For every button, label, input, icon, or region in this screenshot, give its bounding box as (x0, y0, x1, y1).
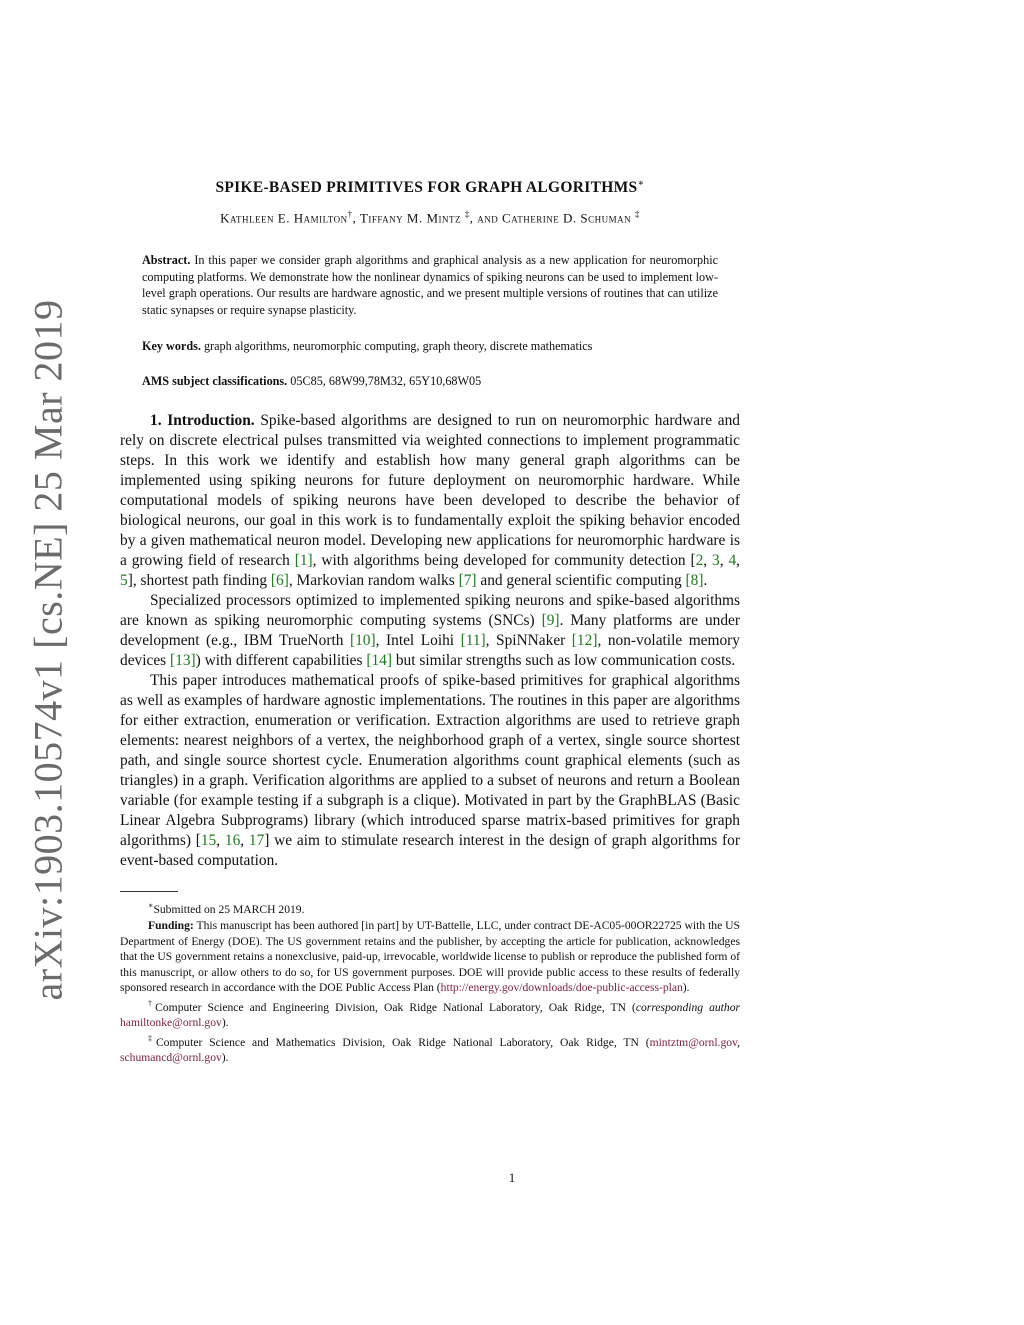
paragraph (120, 671, 740, 871)
paragraph (120, 411, 740, 591)
citation-link[interactable]: 3 (712, 552, 720, 570)
title-footnote-mark: ∗ (637, 178, 645, 189)
paragraph-text: Specialized processors optimized to implemented spiking neurons and spike-based algorithms are known as spiking neuromorphic computing systems (SNCs) (120, 592, 740, 630)
citation-link[interactable]: [1] (294, 552, 313, 570)
ams-text: 05C85, 68W99,78M32, 65Y10,68W05 (290, 373, 482, 388)
footnotes (120, 898, 740, 1066)
section-heading: 1. Introduction. (150, 412, 255, 430)
separator: , (737, 1035, 740, 1049)
footnote-text: Submitted on 25 MARCH 2019. (153, 903, 305, 917)
author-and: , and (469, 210, 499, 226)
paragraph-text: , non-volatile memory devices (120, 632, 740, 670)
footnote-funding (120, 918, 740, 996)
keywords (142, 338, 718, 355)
footnote-text: This manuscript has been authored [in part] by UT-Battelle, LLC, under contract DE-AC05-00OR22725 with the US Department of Energy (DOE). The US government retains and the publisher, by accepting the article for publication, acknowledges that the US government retains a nonexclusive, paid-up, irrevocable, worldwide license to publish or reproduce the published form of this manuscript, or allow others to do so, for US government purposes. DOE will provide public access to these results of federally sponsored research in accordance with the DOE Public Access Plan ( (120, 918, 740, 995)
email-link[interactable]: hamiltonke@ornl.gov (120, 1016, 222, 1030)
paragraph-text: ] we aim to stimulate research interest in the design of graph algorithms for event-based computation. (120, 832, 740, 870)
citation-link[interactable]: [7] (458, 572, 477, 590)
footnote-submitted (120, 898, 740, 917)
abstract (142, 252, 718, 318)
footnote-text: ). (221, 1051, 229, 1065)
paragraph-text: but similar strengths such as low communication costs. (391, 652, 736, 670)
citation-link[interactable]: 17 (248, 832, 265, 850)
separator: , (216, 832, 225, 850)
citation-link[interactable]: [6] (270, 572, 289, 590)
footnote-text: ). (221, 1016, 229, 1030)
paragraph-text: ], shortest path finding (127, 572, 271, 590)
footnote-affiliation-2 (120, 1031, 740, 1066)
citation-link[interactable]: [8] (685, 572, 704, 590)
author-name: Catherine D. Schuman (502, 210, 632, 226)
ams-label: AMS subject classifications. (142, 373, 288, 388)
citation-link[interactable]: [12] (571, 632, 598, 650)
paper-page (120, 178, 740, 1066)
paragraph (120, 591, 740, 671)
paragraph-text: ) with different capabilities (195, 652, 367, 670)
paragraph-text: . Many platforms are under development (e.g., IBM TrueNorth (120, 612, 740, 650)
author-name: Kathleen E. Hamilton (220, 210, 348, 226)
paragraph-text: , with algorithms being developed for community detection [ (312, 552, 696, 570)
footnote-text: Computer Science and Mathematics Division, Oak Ridge National Laboratory, Oak Ridge, TN ( (155, 1035, 650, 1049)
title-text: SPIKE-BASED PRIMITIVES FOR GRAPH ALGORITHMS (215, 179, 638, 197)
abstract-label: Abstract. (142, 253, 191, 268)
funding-label: Funding: (148, 918, 194, 932)
paragraph-text: , Intel Loihi (375, 632, 461, 650)
separator: , (736, 552, 740, 570)
abstract-text: In this paper we consider graph algorithms and graphical analysis as a new application for neuromorphic computing platforms. We demonstrate how the nonlinear dynamics of spiking neurons can be used to implement low-level graph operations. Our results are hardware agnostic, and we present multiple versions of routines that can utilize static synapses or require synapse plasticity. (142, 253, 719, 317)
paper-title (120, 178, 740, 197)
footnote-mark: ‡ (148, 1033, 156, 1043)
citation-link[interactable]: 2 (695, 552, 704, 570)
email-link[interactable]: mintztm@ornl.gov (649, 1035, 738, 1049)
paragraph-text: Spike-based algorithms are designed to run on neuromorphic hardware and rely on discrete electrical pulses transmitted via weighted connections to implement programmatic steps. In this work we identify and establish how many general graph algorithms can be implemented using spiking neurons for future deployment on neuromorphic hardware. While computational models of spiking neurons have been developed to describe the behavior of biological neurons, our goal in this work is to fundamentally exploit the spiking behavior encoded by a given mathematical neuron model. Developing new applications for neuromorphic hardware is a growing field of research (120, 412, 740, 570)
author-mark: ‡ (464, 209, 470, 220)
paragraph-text: . (703, 572, 708, 590)
footnote-mark: † (148, 998, 156, 1008)
ams-classifications (142, 373, 718, 390)
author-mark: † (347, 209, 353, 220)
keywords-text: graph algorithms, neuromorphic computing, graph theory, discrete mathematics (203, 339, 593, 354)
separator: , (703, 552, 713, 570)
citation-link[interactable]: 5 (120, 572, 128, 590)
citation-link[interactable]: 4 (728, 552, 737, 570)
page-number: 1 (508, 1170, 516, 1185)
email-link[interactable]: schumancd@ornl.gov (120, 1051, 222, 1065)
footnote-divider (120, 891, 178, 892)
citation-link[interactable]: [11] (460, 632, 486, 650)
citation-link[interactable]: [14] (366, 652, 392, 670)
introduction-section (120, 411, 740, 871)
arxiv-side-stamp (18, 299, 78, 1001)
paragraph-text: and general scientific computing (476, 572, 686, 590)
author-mark: ‡ (634, 209, 640, 220)
keywords-label: Key words. (142, 339, 201, 354)
paragraph-text: , Markovian random walks (288, 572, 459, 590)
footnote-mark: ∗ (148, 901, 154, 911)
footnote-text: ). (682, 981, 690, 995)
arxiv-identifier: arXiv:1903.10574v1 [cs.NE] 25 Mar 2019 (25, 299, 71, 1001)
citation-link[interactable]: 16 (224, 832, 241, 850)
author-list: Kathleen E. Hamilton†, Tiffany M. Mintz ‡, and Catherine D. Schuman ‡ (220, 209, 640, 226)
citation-link[interactable]: 15 (200, 832, 217, 850)
footnote-affiliation-1 (120, 996, 740, 1031)
funding-url-link[interactable]: http://energy.gov/downloads/doe-public-access-plan (440, 981, 683, 995)
separator: , (240, 832, 249, 850)
footnote-text: Computer Science and Engineering Division, Oak Ridge National Laboratory, Oak Ridge, TN ( (155, 1000, 636, 1014)
separator: , (719, 552, 729, 570)
author-name: Tiffany M. Mintz (359, 210, 462, 226)
paragraph-text: , SpiNNaker (485, 632, 572, 650)
paragraph-text: This paper introduces mathematical proofs of spike-based primitives for graphical algorithms as well as examples of hardware agnostic implementations. The routines in this paper are algorithms for either extraction, enumeration or verification. Extraction algorithms are used to retrieve graph elements: nearest neighbors of a vertex, the neighborhood graph of a vertex, single source shortest path, and single source shortest cycle. Enumeration algorithms count graphical elements (such as triangles) in a graph. Verification algorithms are applied to a subset of neurons and return a Boolean variable (for example testing if a subgraph is a clique). Motivated in part by the GraphBLAS (Basic Linear Algebra Subprograms) library (which introduced sparse matrix-based primitives for graph algorithms) [ (120, 672, 740, 850)
citation-link[interactable]: [9] (541, 612, 560, 630)
citation-link[interactable]: [13] (170, 652, 196, 670)
citation-link[interactable]: [10] (349, 632, 376, 650)
corresponding-author-note: corresponding author (635, 1000, 741, 1014)
